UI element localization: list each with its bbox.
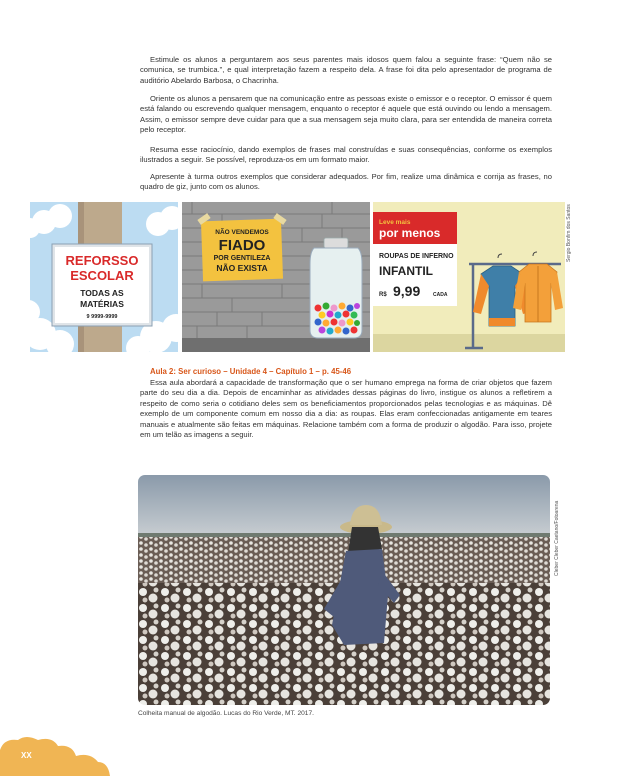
photo-credit: Cleber Cleber Caetano/Fotoarena (554, 500, 560, 576)
intro-paragraph-1: Estimule os alunos a perguntarem aos seus parentes mais idosos quem falou a seguinte frase: “Quem não se comunica, se trumbica.”, e qual interpretação fazem a respeito dela. A frase foi dita pelo apresentador de programa de auditório Abelardo Barbosa, o Chacrinha. (140, 55, 552, 85)
lesson-title: Aula 2: Ser curioso – Unidade 4 – Capítulo 1 – p. 45-46 (150, 367, 352, 376)
candy-jar (310, 238, 362, 338)
counter (182, 338, 370, 352)
sign1-line4: MATÉRIAS (80, 299, 124, 309)
intro-paragraph-3: Resuma esse raciocínio, dando exemplos de frases mal construídas e suas consequências, conforme os exemplos ilustrados a seguir. Se possível, reproduza-os em um formato maior. (140, 145, 552, 165)
orange-jacket (513, 252, 563, 322)
reforsso-sign-drawing (30, 202, 178, 352)
sign1-line3: TODAS AS (80, 288, 124, 298)
sign3-banner-small: Leve mais (379, 219, 411, 226)
fiado-sign-drawing (182, 202, 370, 352)
sign1-phone: 9 9999-9999 (86, 314, 118, 320)
lesson-paragraph: Essa aula abordará a capacidade de transformação que o ser humano emprega na forma de criar objetos que fazem parte do seu dia a dia. Depois de encaminhar as atividades dessas páginas do livro, instigue os alunos a refletirem a respeito de como seria o cotidiano deles sem os beneficiamentos proporcionados pelas tecnologias e as máquinas. Dê exemplo de um componente comum em nosso dia a dia: as roupas. Elas eram confeccionadas antigamente em teares manuais e atualmente são feitas em máquinas. Relacione também com a forma de produzir o algodão. Para isso, projete em um telão as imagens a seguir. (140, 378, 552, 440)
sign2-line1: NÃO VENDEMOS (215, 229, 269, 236)
sign3-banner-big: por menos (379, 226, 441, 240)
sign2-line2: FIADO (218, 237, 266, 254)
illustration-roupas-sign (373, 202, 565, 352)
roupas-sign-drawing (373, 202, 565, 352)
sign3-line1: ROUPAS DE INFERNO (379, 253, 454, 260)
page-number: XX (21, 751, 32, 760)
illustration-fiado-sign (182, 202, 370, 352)
intro-paragraph-2: Oriente os alunos a pensarem que na comunicação entre as pessoas existe o emissor e o receptor. O emissor é quem está falando ou escrevendo qualquer mensagem, enquanto o receptor é aquele que está ouvindo ou lendo a mensagem. Assim, o emissor sempre deve cuidar para que a sua mensagem seja muito clara, para ser entendida de maneira correta pelo receptor. (140, 94, 552, 135)
cotton-harvest-photo (138, 475, 550, 705)
illustration-reforsso-sign (30, 202, 178, 352)
sign3-line2: INFANTIL (379, 264, 433, 278)
cotton-field-image (138, 475, 550, 705)
sign3-price: 9,99 (393, 283, 421, 299)
sign3-currency: R$ (379, 292, 387, 298)
sign1-line1: REFORSSO (65, 253, 139, 268)
sign2-line3: POR GENTILEZA (213, 255, 271, 262)
intro-paragraph-4: Apresente à turma outros exemplos que considerar adequados. Por fim, realize uma dinâmica e corrija as frases, no quadro de giz, junto com os alunos. (140, 172, 552, 192)
sign3-unit: CADA (433, 292, 448, 298)
illustration-credit: Sergio Bonfim dos Santos (566, 204, 572, 262)
sign1-line2: ESCOLAR (70, 268, 134, 283)
photo-caption: Colheita manual de algodão. Lucas do Rio Verde, MT. 2017. (138, 710, 314, 717)
sign2-line4: NÃO EXISTA (216, 263, 268, 273)
